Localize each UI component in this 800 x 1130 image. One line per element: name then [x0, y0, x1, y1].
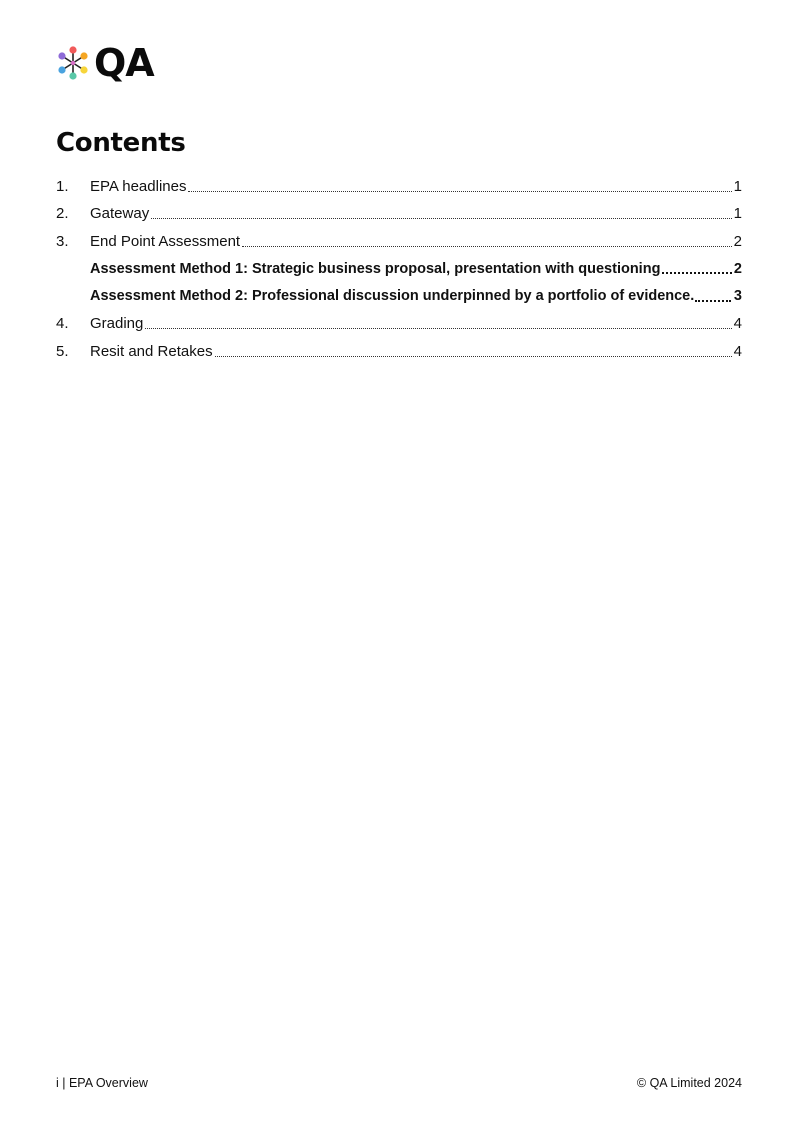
toc-entry-gateway[interactable] [56, 198, 742, 226]
table-of-contents [56, 170, 742, 363]
toc-title[interactable]: Assessment Method 1: Strategic business proposal, presentation with questioning [90, 260, 661, 277]
toc-dot-leader [145, 328, 731, 329]
toc-dot-leader [662, 272, 731, 274]
toc-page-number: 4 [733, 315, 742, 332]
page-footer [56, 1076, 742, 1090]
qa-logo-icon [56, 46, 90, 80]
toc-entry-grading[interactable] [56, 308, 742, 336]
toc-dot-leader [188, 191, 731, 192]
toc-title[interactable]: End Point Assessment [90, 232, 241, 250]
toc-number: 5. [56, 342, 69, 360]
page-title: Contents [56, 128, 186, 158]
footer-copyright: © QA Limited 2024 [636, 1076, 742, 1090]
toc-number: 4. [56, 315, 69, 332]
toc-entry-assessment-method-2[interactable] [56, 280, 742, 308]
toc-number: 1. [56, 177, 69, 195]
toc-page-number: 2 [733, 232, 742, 250]
toc-title[interactable]: Gateway [90, 205, 150, 222]
toc-page-number: 2 [733, 260, 742, 277]
toc-title[interactable]: Assessment Method 2: Professional discussion underpinned by a portfolio of evidence. [90, 288, 695, 305]
toc-entry-epa-headlines[interactable] [56, 170, 742, 198]
toc-page-number: 3 [733, 288, 742, 305]
toc-number: 3. [56, 232, 69, 250]
footer-page-label: i | EPA Overview [56, 1076, 148, 1090]
toc-dot-leader [215, 356, 732, 357]
toc-number: 2. [56, 205, 69, 222]
qa-logo [56, 42, 166, 84]
logo-wordmark: QA [94, 41, 154, 85]
toc-dot-leader [695, 300, 731, 302]
toc-entry-resit-and-retakes[interactable] [56, 335, 742, 363]
toc-entry-assessment-method-1[interactable] [56, 253, 742, 281]
toc-page-number: 1 [733, 205, 742, 222]
toc-title[interactable]: Resit and Retakes [90, 342, 213, 360]
toc-page-number: 4 [733, 342, 742, 360]
toc-dot-leader [242, 246, 732, 247]
toc-title[interactable]: EPA headlines [90, 177, 187, 195]
toc-entry-end-point-assessment[interactable] [56, 225, 742, 253]
toc-page-number: 1 [733, 177, 742, 195]
toc-dot-leader [151, 218, 731, 219]
toc-title[interactable]: Grading [90, 315, 144, 332]
